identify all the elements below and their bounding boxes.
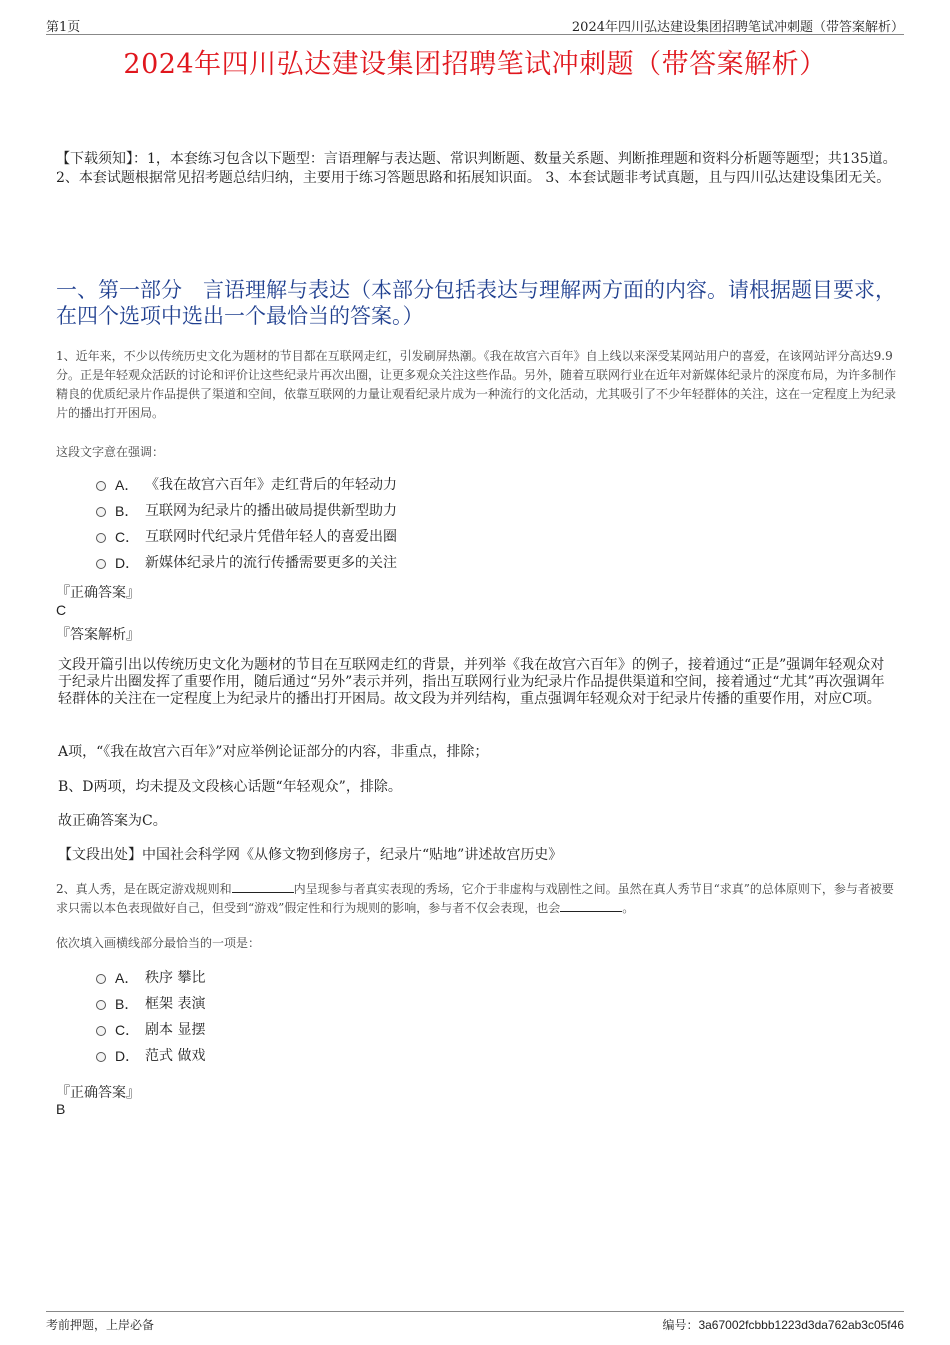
option-c[interactable]: C． 剧本 显摆 xyxy=(96,1017,696,1043)
option-d[interactable]: D． 范式 做戏 xyxy=(96,1043,696,1069)
page-number: 第1页 xyxy=(46,20,81,35)
option-b[interactable]: B． 互联网为纪录片的播出破局提供新型助力 xyxy=(96,498,696,524)
option-a[interactable]: A． 《我在故宫六百年》走红背后的年轻动力 xyxy=(96,472,696,498)
radio-icon[interactable] xyxy=(96,1000,106,1010)
radio-icon[interactable] xyxy=(96,974,106,984)
analysis-option-bd: B、D两项，均未提及文段核心话题“年轻观众”，排除。 xyxy=(58,779,402,795)
document-code: 编号：3a67002fcbbb1223d3da762ab3c05f46 xyxy=(662,1318,904,1332)
fill-blank xyxy=(232,882,294,893)
document-title: 2024年四川弘达建设集团招聘笔试冲刺题（带答案解析） xyxy=(123,49,827,80)
analysis-option-a: A项，“《我在故宫六百年》”对应举例论证部分的内容，非重点，排除； xyxy=(58,744,489,760)
page-header xyxy=(46,14,904,35)
page-footer xyxy=(46,1311,904,1336)
question-2-options xyxy=(96,965,696,1069)
correct-answer: C xyxy=(56,602,67,618)
radio-icon[interactable] xyxy=(96,559,106,569)
question-1-options xyxy=(96,472,696,576)
footer-slogan: 考前押题，上岸必备 xyxy=(46,1318,155,1332)
analysis-source: 【文段出处】中国社会科学网《从修文物到修房子，纪录片“贴地”讲述故宫历史》 xyxy=(58,847,563,863)
radio-icon[interactable] xyxy=(96,1052,106,1062)
option-d[interactable]: D． 新媒体纪录片的流行传播需要更多的关注 xyxy=(96,550,696,576)
answer-label: 『正确答案』 xyxy=(56,585,140,601)
header-title: 2024年四川弘达建设集团招聘笔试冲刺题（带答案解析） xyxy=(571,20,904,35)
section-title: 一、第一部分 言语理解与表达（本部分包括表达与理解两方面的内容。请根据题目要求，在四个选项中选出一个最恰当的答案。） xyxy=(56,278,896,328)
radio-icon[interactable] xyxy=(96,507,106,517)
question-2-stem: 2、真人秀，是在既定游戏规则和 内呈现参与者真实表现的秀场，它介于非虚构与戏剧性之间。虽然在真人秀节目“求真”的总体原则下，参与者被要求只需以本色表现做好自己，但受到“游戏”假定性和行为规则的影响，参与者不仅会表现，也会 。 xyxy=(56,882,894,915)
option-b[interactable]: B． 框架 表演 xyxy=(96,991,696,1017)
fill-blank xyxy=(560,901,622,912)
radio-icon[interactable] xyxy=(96,481,106,491)
option-c[interactable]: C． 互联网时代纪录片凭借年轻人的喜爱出圈 xyxy=(96,524,696,550)
option-a[interactable]: A． 秩序 攀比 xyxy=(96,965,696,991)
question-2-prompt: 依次填入画横线部分最恰当的一项是： xyxy=(56,936,261,950)
radio-icon[interactable] xyxy=(96,1026,106,1036)
question-1-prompt: 这段文字意在强调： xyxy=(56,445,165,459)
radio-icon[interactable] xyxy=(96,533,106,543)
analysis-conclusion: 故正确答案为C。 xyxy=(58,813,167,829)
download-notice: 【下载须知】：1，本套练习包含以下题型：言语理解与表达题、常识判断题、数量关系题、判断推理题和资料分析题等题型；共135道。 2、本套试题根据常见招考题总结归纳，主要用于练习答题思路和拓展知识面。 3、本套试题非考试真题，且与四川弘达建设集团无关。 xyxy=(56,151,897,186)
analysis-label: 『答案解析』 xyxy=(56,627,140,643)
answer-label: 『正确答案』 xyxy=(56,1085,140,1101)
question-1-stem: 1、近年来，不少以传统历史文化为题材的节目都在互联网走红，引发刷屏热潮。《我在故宫六百年》自上线以来深受某网站用户的喜爱，在该网站评分高达9.9分。正是年轻观众活跃的讨论和评价让这些纪录片再次出圈，让更多观众关注这些作品。另外，随着互联网行业在近年对新媒体纪录片的深度布局，为许多制作精良的优质纪录片作品提供了渠道和空间，依靠互联网的力量让观看纪录片成为一种流行的文化活动，尤其吸引了不少年轻群体的关注，这在一定程度上为纪录片的播出打开困局。 xyxy=(56,349,897,420)
correct-answer: B xyxy=(56,1101,66,1117)
analysis-paragraph: 文段开篇引出以传统历史文化为题材的节目在互联网走红的背景，并列举《我在故宫六百年》的例子，接着通过“正是”强调年轻观众对于纪录片出圈发挥了重要作用，随后通过“另外”表示并列，指出互联网行业为纪录片作品提供渠道和空间，接着通过“尤其”再次强调年轻群体的关注在一定程度上为纪录片的播出打开困局。故文段为并列结构，重点强调年轻观众对于纪录片传播的重要作用，对应C项。 xyxy=(58,657,885,707)
